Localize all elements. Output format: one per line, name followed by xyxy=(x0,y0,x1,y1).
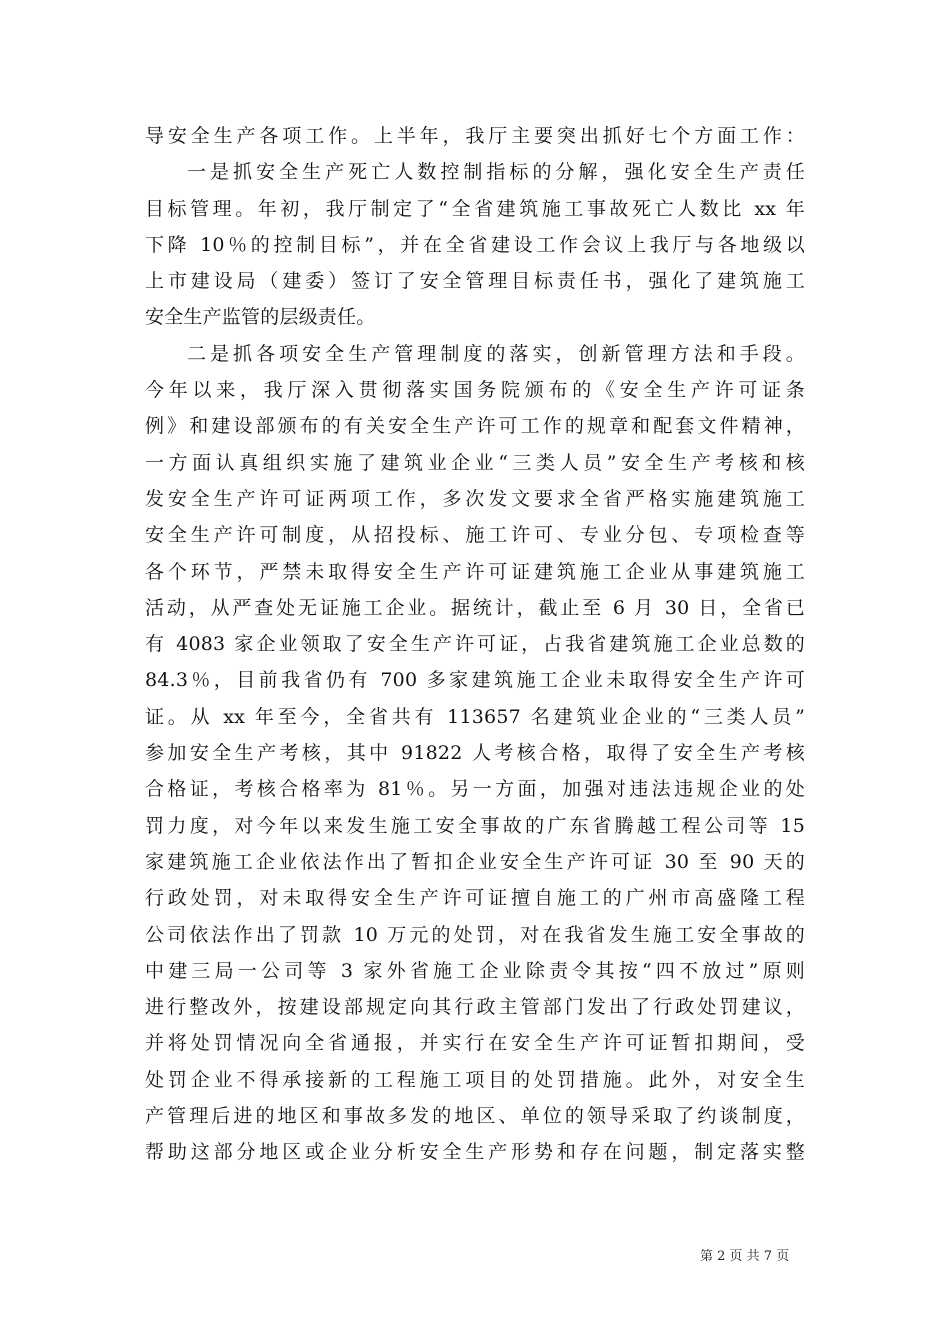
text-line: 各个环节，严禁未取得安全生产许可证建筑施工企业从事建筑施工 xyxy=(145,560,805,583)
text-line: 发安全生产许可证两项工作，多次发文要求全省严格实施建筑施工 xyxy=(145,487,805,510)
text-line: 并将处罚情况向全省通报，并实行在安全生产许可证暂扣期间，受 xyxy=(145,1032,805,1055)
text-line: 家建筑施工企业依法作出了暂扣企业安全生产许可证 30 至 90 天的 xyxy=(145,850,805,873)
page-number: 第 2 页 共 7 页 xyxy=(700,1249,790,1264)
text-line: 安全生产许可制度，从招投标、施工许可、专业分包、专项检查等 xyxy=(145,524,805,547)
text-line: 下降 10％的控制目标”，并在全省建设工作会议上我厅与各地级以 xyxy=(145,233,805,256)
document-body xyxy=(145,118,805,1171)
text-line: 活动，从严查处无证施工企业。据统计，截止至 6 月 30 日，全省已 xyxy=(145,596,805,619)
text-line: 进行整改外，按建设部规定向其行政主管部门发出了行政处罚建议， xyxy=(145,996,805,1019)
text-line: 今年以来，我厅深入贯彻落实国务院颁布的《安全生产许可证条 xyxy=(145,379,805,402)
text-line: 罚力度，对今年以来发生施工安全事故的广东省腾越工程公司等 15 xyxy=(145,814,805,837)
text-line: 例》和建设部颁布的有关安全生产许可工作的规章和配套文件精神， xyxy=(145,415,805,438)
text-line: 证。从 xx 年至今，全省共有 113657 名建筑业企业的“三类人员” xyxy=(145,705,805,728)
text-line: 帮助这部分地区或企业分析安全生产形势和存在问题，制定落实整 xyxy=(145,1141,805,1164)
text-line: 上市建设局（建委）签订了安全管理目标责任书，强化了建筑施工 xyxy=(145,270,805,293)
text-line: 一是抓安全生产死亡人数控制指标的分解，强化安全生产责任 xyxy=(187,161,805,184)
text-line: 目标管理。年初，我厅制定了“全省建筑施工事故死亡人数比 xx 年 xyxy=(145,197,805,220)
text-line: 公司依法作出了罚款 10 万元的处罚，对在我省发生施工安全事故的 xyxy=(145,923,805,946)
text-line: 导安全生产各项工作。上半年，我厅主要突出抓好七个方面工作： xyxy=(145,125,805,147)
text-line: 参加安全生产考核，其中 91822 人考核合格，取得了安全生产考核 xyxy=(145,742,805,765)
text-line: 产管理后进的地区和事故多发的地区、单位的领导采取了约谈制度， xyxy=(145,1105,805,1128)
text-line: 有 4083 家企业领取了安全生产许可证，占我省建筑施工企业总数的 xyxy=(145,633,805,656)
text-line: 合格证，考核合格率为 81％。另一方面，加强对违法违规企业的处 xyxy=(145,778,805,801)
text-line: 安全生产监管的层级责任。 xyxy=(145,306,376,329)
text-line: 行政处罚，对未取得安全生产许可证擅自施工的广州市高盛隆工程 xyxy=(145,887,805,910)
text-line: 一方面认真组织实施了建筑业企业“三类人员”安全生产考核和核 xyxy=(145,451,805,474)
text-line: 二是抓各项安全生产管理制度的落实，创新管理方法和手段。 xyxy=(187,342,805,365)
text-line: 处罚企业不得承接新的工程施工项目的处罚措施。此外，对安全生 xyxy=(145,1068,805,1091)
text-line: 中建三局一公司等 3 家外省施工企业除责令其按“四不放过”原则 xyxy=(145,959,805,982)
text-line: 84.3％，目前我省仍有 700 多家建筑施工企业未取得安全生产许可 xyxy=(145,669,805,692)
